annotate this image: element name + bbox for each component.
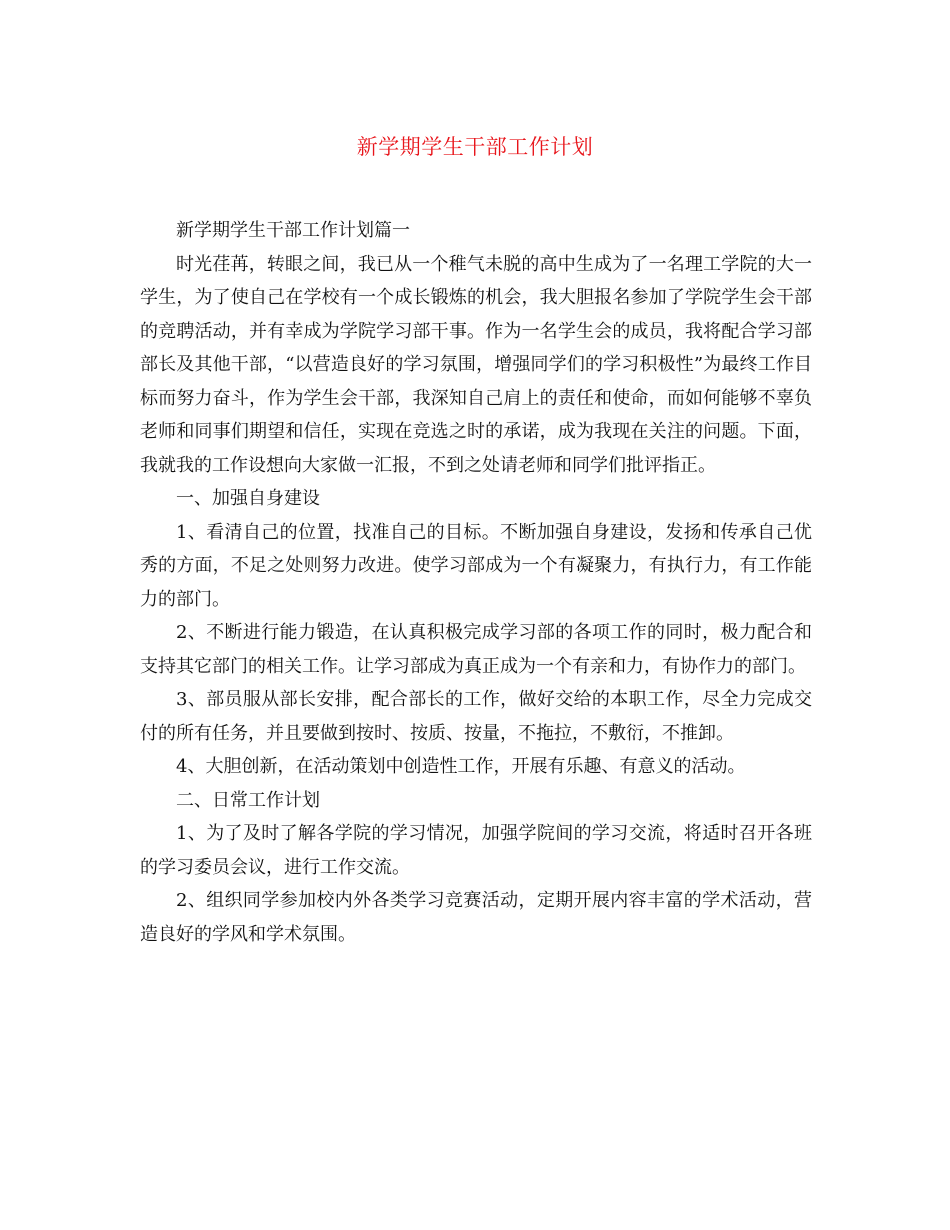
paragraph-item: 2、不断进行能力锻造，在认真积极完成学习部的各项工作的同时，极力配合和支持其它部门的相关工作。让学习部成为真正成为一个有亲和力，有协作力的部门。 — [140, 622, 812, 677]
section-heading-1: 一、加强自身建设 — [176, 488, 320, 509]
paragraph-item: 3、部员服从部长安排，配合部长的工作，做好交给的本职工作，尽全力完成交付的所有任务，并且要做到按时、按质、按量，不拖拉，不敷衍，不推卸。 — [140, 689, 812, 744]
section-heading-2: 二、日常工作计划 — [176, 789, 320, 811]
paragraph-intro: 时光荏苒，转眼之间，我已从一个稚气未脱的高中生成为了一名理工学院的大一学生，为了使自己在学校有一个成长锻炼的机会，我大胆报名参加了学院学生会干部的竞聘活动，并有幸成为学院学习部干事。作为一名学生会的成员，我将配合学习部部长及其他干部，“以营造良好的学习氛围，增强同学们的学习积极性”为最终工作目标而努力奋斗，作为学生会干部，我深知自己肩上的责任和使命，而如何能够不辜负老师和同事们期望和信任，实现在竞选之时的承诺，成为我现在关注的问题。下面，我就我的工作设想向大家做一汇报，不到之处请老师和同学们批评指正。 — [140, 253, 812, 476]
paragraph-item: 1、为了及时了解各学院的学习情况，加强学院间的学习交流，将适时召开各班的学习委员会议，进行工作交流。 — [140, 823, 812, 878]
paragraph-item: 2、组织同学参加校内外各类学习竞赛活动，定期开展内容丰富的学术活动，营造良好的学风和学术氛围。 — [140, 890, 812, 945]
document-body — [140, 214, 812, 951]
paragraph-item: 4、大胆创新，在活动策划中创造性工作，开展有乐趣、有意义的活动。 — [176, 756, 746, 777]
document-title: 新学期学生干部工作计划 — [356, 135, 594, 159]
paragraph-subtitle: 新学期学生干部工作计划篇一 — [176, 220, 410, 241]
paragraph-item: 1、看清自己的位置，找准自己的目标。不断加强自身建设，发扬和传承自己优秀的方面，不足之处则努力改进。使学习部成为一个有凝聚力，有执行力，有工作能力的部门。 — [140, 521, 812, 610]
